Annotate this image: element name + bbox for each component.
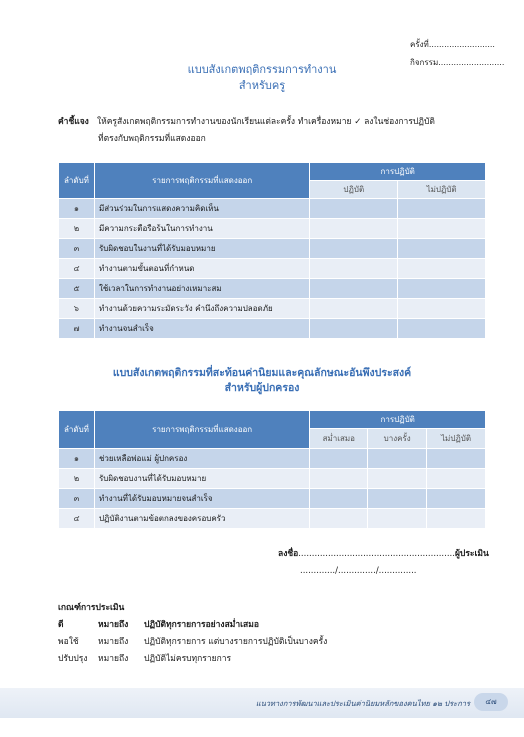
col-b-header: ไม่ปฏิบัติ — [398, 181, 486, 199]
criteria-level: ดี — [58, 620, 64, 630]
row-text: รับผิดชอบในงานที่ได้รับมอบหมาย — [94, 239, 309, 259]
assessor-label: ผู้ประเมิน — [454, 549, 489, 559]
form2-title-line2: สำหรับผู้ปกครอง — [224, 382, 300, 394]
row-text: ทำงานตามขั้นตอนที่กำหนด — [94, 259, 309, 279]
parent-observation-table — [58, 410, 486, 529]
check-cell-c[interactable] — [427, 489, 486, 509]
row-number: ๒ — [59, 469, 95, 489]
row-number: ๑ — [59, 199, 95, 219]
row-number: ๑ — [59, 449, 95, 469]
instruction-text-3: ที่ตรงกับพฤติกรรมที่แสดงออก — [98, 134, 206, 144]
row-number: ๓ — [59, 239, 95, 259]
row-number: ๔ — [59, 259, 95, 279]
teacher-observation-table — [58, 162, 486, 339]
criteria-row — [58, 634, 327, 651]
check-cell-b[interactable] — [368, 449, 427, 469]
check-cell-b[interactable] — [398, 319, 486, 339]
table-row — [59, 319, 486, 339]
instruction-text-2: ลงในช่องการปฏิบัติ — [364, 117, 435, 127]
col-a-header: ปฏิบัติ — [310, 181, 398, 199]
table-row — [59, 489, 486, 509]
date-line[interactable]: ............./............../.............. — [300, 566, 417, 576]
check-cell-a[interactable] — [310, 489, 368, 509]
criteria-desc: ปฏิบัติไม่ครบทุกรายการ — [144, 654, 232, 664]
criteria-row — [58, 651, 327, 668]
criteria-level: พอใช้ — [58, 637, 79, 647]
form1-title — [0, 62, 524, 94]
check-cell-a[interactable] — [310, 219, 398, 239]
session-field — [410, 38, 495, 51]
check-cell-c[interactable] — [427, 469, 486, 489]
criteria-heading: เกณฑ์การประเมิน — [58, 603, 125, 613]
signature-line — [278, 546, 489, 560]
check-cell-b[interactable] — [398, 219, 486, 239]
check-cell-b[interactable] — [398, 199, 486, 219]
criteria-means: หมายถึง — [98, 654, 129, 664]
row-number: ๕ — [59, 279, 95, 299]
form1-title-line2: สำหรับครู — [238, 79, 286, 92]
check-cell-c[interactable] — [427, 449, 486, 469]
col-no-header: ลำดับที่ — [59, 411, 95, 449]
criteria-level: ปรับปรุง — [58, 654, 88, 664]
check-cell-a[interactable] — [310, 299, 398, 319]
row-text: ใช้เวลาในการทำงานอย่างเหมาะสม — [94, 279, 309, 299]
row-text: มีส่วนร่วมในการแสดงความคิดเห็น — [94, 199, 309, 219]
sign-blank[interactable]: .......................................................... — [298, 549, 455, 559]
check-cell-a[interactable] — [310, 319, 398, 339]
row-text: ทำงานด้วยความระมัดระวัง คำนึงถึงความปลอดภัย — [94, 299, 309, 319]
col-no-header: ลำดับที่ — [59, 163, 95, 199]
row-number: ๓ — [59, 489, 95, 509]
table-row — [59, 219, 486, 239]
form1-title-line1: แบบสังเกตพฤติกรรมการทำงาน — [187, 63, 337, 76]
col-a-header: สม่ำเสมอ — [310, 429, 368, 449]
col-c-header: ไม่ปฏิบัติ — [427, 429, 486, 449]
col-item-header: รายการพฤติกรรมที่แสดงออก — [94, 163, 309, 199]
check-cell-a[interactable] — [310, 239, 398, 259]
activity-blank: .......................... — [438, 58, 505, 67]
criteria-desc: ปฏิบัติทุกรายการอย่างสม่ำเสมอ — [144, 620, 259, 630]
check-cell-b[interactable] — [398, 299, 486, 319]
row-text: มีความกระตือรือร้นในการทำงาน — [94, 219, 309, 239]
table-row — [59, 259, 486, 279]
footer-text: แนวทางการพัฒนาและประเมินค่านิยมหลักของคนไทย ๑๒ ประการ — [255, 699, 470, 708]
activity-label: กิจกรรม — [410, 58, 439, 67]
criteria-means: หมายถึง — [98, 620, 129, 630]
table-row — [59, 469, 486, 489]
form2-title — [0, 366, 524, 396]
check-cell-b[interactable] — [398, 259, 486, 279]
check-cell-b[interactable] — [368, 469, 427, 489]
table-row — [59, 299, 486, 319]
row-text: ทำงานที่ได้รับมอบหมายจนสำเร็จ — [94, 489, 309, 509]
session-label: ครั้งที่ — [410, 40, 429, 49]
row-text: รับผิดชอบงานที่ได้รับมอบหมาย — [94, 469, 309, 489]
criteria — [58, 600, 327, 668]
check-cell-a[interactable] — [310, 279, 398, 299]
session-blank: .......................... — [428, 40, 495, 49]
criteria-desc: ปฏิบัติทุกรายการ แต่บางรายการปฏิบัติเป็นบางครั้ง — [144, 637, 328, 647]
row-text: ปฏิบัติงานตามข้อตกลงของครอบครัว — [94, 509, 309, 529]
check-cell-a[interactable] — [310, 469, 368, 489]
row-number: ๗ — [59, 319, 95, 339]
table-row — [59, 199, 486, 219]
col-group-header: การปฏิบัติ — [310, 411, 486, 429]
check-cell-b[interactable] — [398, 239, 486, 259]
check-cell-a[interactable] — [310, 199, 398, 219]
check-cell-b[interactable] — [398, 279, 486, 299]
check-cell-b[interactable] — [368, 489, 427, 509]
check-cell-a[interactable] — [310, 449, 368, 469]
col-b-header: บางครั้ง — [368, 429, 427, 449]
check-cell-a[interactable] — [310, 509, 368, 529]
check-cell-a[interactable] — [310, 259, 398, 279]
criteria-means: หมายถึง — [98, 637, 129, 647]
checkmark-icon: ✓ — [354, 117, 362, 127]
table-row — [59, 449, 486, 469]
check-cell-b[interactable] — [368, 509, 427, 529]
criteria-row — [58, 617, 327, 634]
table-row — [59, 279, 486, 299]
instruction — [58, 114, 488, 148]
form2-title-line1: แบบสังเกตพฤติกรรมที่สะท้อนค่านิยมและคุณลักษณะอันพึงประสงค์ — [112, 367, 412, 379]
row-text: ทำงานจนสำเร็จ — [94, 319, 309, 339]
check-cell-c[interactable] — [427, 509, 486, 529]
row-text: ช่วยเหลือพ่อแม่ ผู้ปกครอง — [94, 449, 309, 469]
row-number: ๒ — [59, 219, 95, 239]
sign-label: ลงชื่อ — [278, 549, 299, 559]
col-group-header: การปฏิบัติ — [310, 163, 486, 181]
instruction-text-1: ให้ครูสังเกตพฤติกรรมการทำงานของนักเรียนแต่ละครั้ง ทำเครื่องหมาย — [96, 117, 352, 127]
col-item-header: รายการพฤติกรรมที่แสดงออก — [94, 411, 309, 449]
table-row — [59, 239, 486, 259]
row-number: ๔ — [59, 509, 95, 529]
table-row — [59, 509, 486, 529]
page-number: ๔๗ — [474, 693, 508, 711]
row-number: ๖ — [59, 299, 95, 319]
instruction-label: คำชี้แจง — [58, 117, 89, 127]
